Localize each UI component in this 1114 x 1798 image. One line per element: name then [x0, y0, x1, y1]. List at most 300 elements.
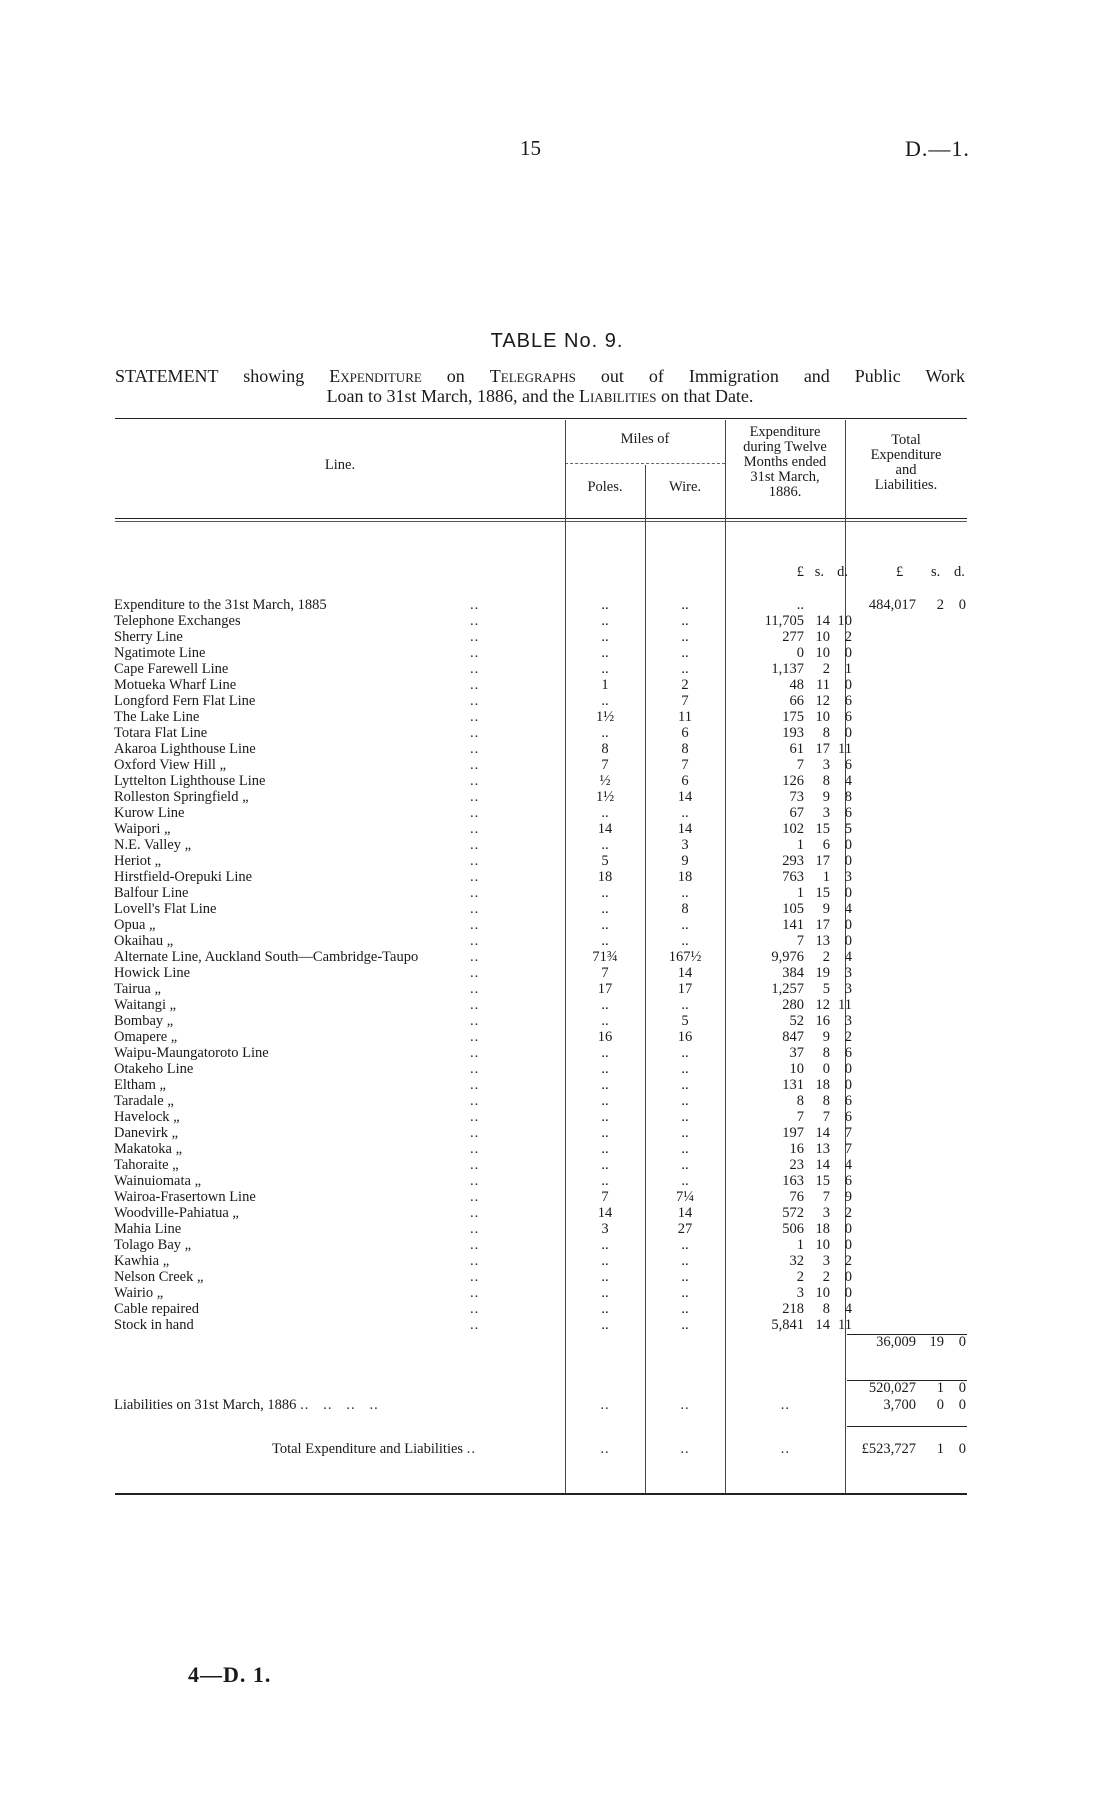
row-wire: ..	[681, 1269, 689, 1285]
row-exp-shillings: 2	[822, 661, 830, 677]
liabilities-wire: ..	[680, 1397, 690, 1413]
row-poles: ..	[601, 597, 609, 613]
leader-dots: ..	[470, 949, 480, 965]
row-poles: ..	[601, 1077, 609, 1093]
row-exp-shillings: 3	[822, 757, 830, 773]
row-wire: ..	[681, 917, 689, 933]
leader-dots: ..	[470, 1173, 480, 1189]
row-exp-pence: 0	[844, 1077, 852, 1093]
row-poles: 17	[597, 981, 613, 997]
row-exp-pence: 2	[844, 629, 852, 645]
row-exp-pence: 6	[844, 1045, 852, 1061]
row-exp-pounds: 9,976	[771, 949, 804, 965]
row-exp-shillings: 14	[815, 1125, 830, 1141]
total-shillings: 1	[936, 1441, 944, 1457]
leader-dots: ..	[470, 1061, 480, 1077]
row-wire: 9	[681, 853, 689, 869]
row-exp-pounds: 11,705	[764, 613, 804, 629]
row-exp-pounds: 572	[782, 1205, 804, 1221]
row-exp-pence: 3	[844, 981, 852, 997]
row-exp-shillings: 8	[822, 1301, 830, 1317]
row-wire: 14	[677, 1205, 693, 1221]
leader-dots: ..	[470, 837, 480, 853]
money-unit-shillings: s.	[814, 564, 824, 580]
row-exp-pounds: 1,137	[771, 661, 804, 677]
row-exp-shillings: 8	[822, 725, 830, 741]
subtotal-pounds: 36,009	[876, 1334, 916, 1350]
leader-dots: ..	[470, 965, 480, 981]
row-exp-shillings: 8	[822, 1045, 830, 1061]
row-exp-pence: 2	[844, 1253, 852, 1269]
leader-dots: ..	[470, 677, 480, 693]
row-exp-pence: 11	[838, 1317, 852, 1333]
row-poles: ..	[601, 1125, 609, 1141]
row-exp-shillings: 9	[822, 1029, 830, 1045]
row-wire: ..	[681, 885, 689, 901]
row-wire: 8	[681, 741, 689, 757]
money-unit-pound: £	[796, 564, 804, 580]
row-line-name: Taradale „	[114, 1093, 174, 1109]
row-exp-shillings: 7	[822, 1189, 830, 1205]
header-line: Line.	[324, 457, 356, 473]
leader-dots: ..	[470, 933, 480, 949]
row-line-name: Waipori „	[114, 821, 171, 837]
row-exp-shillings: 9	[822, 901, 830, 917]
row-line-name: Lovell's Flat Line	[114, 901, 217, 917]
row-poles: ..	[601, 1045, 609, 1061]
row-poles: ..	[601, 1253, 609, 1269]
row-exp-shillings: 0	[822, 1061, 830, 1077]
row-exp-shillings: 5	[822, 981, 830, 997]
grand-pounds: 520,027	[868, 1380, 916, 1396]
header-wire: Wire.	[668, 479, 702, 495]
row-line-name: Totara Flat Line	[114, 725, 208, 741]
row-exp-pence: 0	[844, 677, 852, 693]
row-exp-pence: 0	[844, 1061, 852, 1077]
row-poles: 3	[601, 1221, 609, 1237]
row-exp-shillings: 13	[815, 1141, 830, 1157]
row-exp-shillings: 8	[822, 1093, 830, 1109]
row-poles: 7	[601, 965, 609, 981]
row-poles: 5	[601, 853, 609, 869]
row-wire: ..	[681, 1109, 689, 1125]
leader-dots: ..	[470, 1013, 480, 1029]
row-wire: ..	[681, 805, 689, 821]
liabilities-pounds: 3,700	[883, 1397, 916, 1413]
row-exp-pence: 6	[844, 1093, 852, 1109]
row-exp-pence: 7	[844, 1141, 852, 1157]
row-exp-pence: 0	[844, 933, 852, 949]
row-line-name: Tairua „	[114, 981, 161, 997]
row-line-name: Telephone Exchanges	[114, 613, 241, 629]
row-line-name: Alternate Line, Auckland South—Cambridge-Taupo	[114, 949, 419, 965]
liabilities-shillings: 0	[936, 1397, 944, 1413]
row-line-name: Longford Fern Flat Line	[114, 693, 256, 709]
row-exp-pounds: 16	[789, 1141, 804, 1157]
row-line-name: Howick Line	[114, 965, 191, 981]
row-poles: 14	[597, 821, 613, 837]
row-line-name: Rolleston Springfield „	[114, 789, 249, 805]
leader-dots: ..	[470, 901, 480, 917]
row-exp-pounds: 506	[782, 1221, 804, 1237]
row-wire: 7	[681, 757, 689, 773]
total-exp: ..	[780, 1441, 790, 1457]
leader-dots: ..	[470, 1221, 480, 1237]
liabilities-pence: 0	[958, 1397, 966, 1413]
leader-dots: ..	[470, 661, 480, 677]
row-exp-pence: 2	[844, 1029, 852, 1045]
row-poles: 14	[597, 1205, 613, 1221]
row-wire: 167½	[668, 949, 702, 965]
row-exp-pounds: 5,841	[771, 1317, 804, 1333]
row-exp-pounds: ..	[796, 597, 804, 613]
total-poles: ..	[600, 1441, 610, 1457]
row-line-name: Wainuiomata „	[114, 1173, 202, 1189]
leader-dots: ..	[470, 1029, 480, 1045]
row-exp-pounds: 8	[796, 1093, 804, 1109]
row-exp-pence: 0	[844, 725, 852, 741]
row-exp-pence: 6	[844, 757, 852, 773]
row-poles: ..	[601, 933, 609, 949]
row-exp-pounds: 2	[796, 1269, 804, 1285]
row-wire: 6	[681, 725, 689, 741]
row-total-pounds: 484,017	[868, 597, 916, 613]
leader-dots: ..	[470, 645, 480, 661]
leader-dots: ..	[470, 629, 480, 645]
row-wire: ..	[681, 597, 689, 613]
row-line-name: Makatoka „	[114, 1141, 183, 1157]
leader-dots: ..	[470, 597, 480, 613]
row-line-name: Tahoraite „	[114, 1157, 179, 1173]
row-exp-shillings: 2	[822, 1269, 830, 1285]
row-line-name: Nelson Creek „	[114, 1269, 204, 1285]
subtotal-shillings: 19	[929, 1334, 944, 1350]
row-wire: ..	[681, 661, 689, 677]
row-exp-pounds: 847	[782, 1029, 804, 1045]
row-exp-pence: 3	[844, 965, 852, 981]
row-exp-shillings: 14	[815, 613, 830, 629]
row-line-name: Havelock „	[114, 1109, 180, 1125]
header-total-expenditure: Total Expenditure and Liabilities.	[870, 432, 942, 493]
money-unit-pence: d.	[837, 564, 848, 580]
row-poles: 71¾	[592, 949, 618, 965]
row-poles: ..	[601, 1237, 609, 1253]
row-exp-shillings: 6	[822, 837, 830, 853]
leader-dots: ..	[470, 981, 480, 997]
row-exp-shillings: 15	[815, 885, 830, 901]
row-line-name: Kurow Line	[114, 805, 185, 821]
row-poles: 7	[601, 1189, 609, 1205]
row-poles: ..	[601, 1317, 609, 1333]
money-unit-pence-total: d.	[954, 564, 965, 580]
total-pounds: £523,727	[861, 1441, 916, 1457]
row-line-name: Hirstfield-Orepuki Line	[114, 869, 253, 885]
row-exp-pence: 0	[844, 1269, 852, 1285]
row-exp-pounds: 1	[796, 837, 804, 853]
row-poles: ..	[601, 645, 609, 661]
leader-dots: ..	[470, 1157, 480, 1173]
row-exp-pounds: 1	[796, 885, 804, 901]
row-poles: ..	[601, 1173, 609, 1189]
row-wire: ..	[681, 1253, 689, 1269]
row-exp-pounds: 23	[789, 1157, 804, 1173]
row-wire: 7¼	[675, 1189, 695, 1205]
row-exp-shillings: 7	[822, 1109, 830, 1125]
leader-dots: ..	[470, 1237, 480, 1253]
row-line-name: Wairoa-Frasertown Line	[114, 1189, 256, 1205]
header-expenditure-12-months: Expenditure during Twelve Months ended 31st March, 1886.	[743, 424, 827, 500]
row-exp-pounds: 37	[789, 1045, 804, 1061]
row-exp-pounds: 52	[789, 1013, 804, 1029]
row-total-shillings: 2	[936, 597, 944, 613]
row-line-name: Waipu-Maungatoroto Line	[114, 1045, 269, 1061]
row-exp-pence: 7	[844, 1125, 852, 1141]
row-line-name: Motueka Wharf Line	[114, 677, 237, 693]
row-exp-pence: 6	[844, 1173, 852, 1189]
table-bottom-rule	[115, 1493, 967, 1495]
row-exp-shillings: 9	[822, 789, 830, 805]
row-exp-shillings: 3	[822, 1205, 830, 1221]
row-exp-pounds: 763	[782, 869, 804, 885]
row-exp-pence: 0	[844, 837, 852, 853]
row-exp-pence: 0	[844, 853, 852, 869]
row-exp-shillings: 3	[822, 805, 830, 821]
leader-dots: ..	[470, 997, 480, 1013]
row-exp-pounds: 67	[789, 805, 804, 821]
row-exp-pence: 4	[844, 1301, 852, 1317]
row-wire: ..	[681, 1237, 689, 1253]
row-exp-pence: 0	[844, 1237, 852, 1253]
row-exp-pounds: 218	[782, 1301, 804, 1317]
row-wire: ..	[681, 1173, 689, 1189]
header-miles-of: Miles of	[620, 431, 670, 447]
row-wire: ..	[681, 1301, 689, 1317]
row-exp-pounds: 0	[796, 645, 804, 661]
row-line-name: Danevirk „	[114, 1125, 179, 1141]
row-exp-pence: 2	[844, 1205, 852, 1221]
row-line-name: Opua „	[114, 917, 156, 933]
liabilities-poles: ..	[600, 1397, 610, 1413]
row-exp-shillings: 18	[815, 1221, 830, 1237]
row-poles: ..	[601, 629, 609, 645]
row-wire: 5	[681, 1013, 689, 1029]
row-exp-shillings: 11	[816, 677, 830, 693]
row-line-name: Okaihau „	[114, 933, 174, 949]
row-exp-pounds: 175	[782, 709, 804, 725]
row-wire: 27	[677, 1221, 693, 1237]
row-exp-shillings: 14	[815, 1157, 830, 1173]
row-exp-shillings: 12	[815, 693, 830, 709]
table-title: TABLE No. 9.	[490, 330, 624, 352]
row-line-name: Akaroa Lighthouse Line	[114, 741, 256, 757]
grand-shillings: 1	[936, 1380, 944, 1396]
row-wire: 16	[677, 1029, 693, 1045]
row-wire: 18	[677, 869, 693, 885]
row-exp-pence: 11	[838, 997, 852, 1013]
row-wire: ..	[681, 1141, 689, 1157]
row-exp-pounds: 7	[796, 933, 804, 949]
row-line-name: Expenditure to the 31st March, 1885	[114, 597, 327, 613]
row-exp-pence: 1	[844, 661, 852, 677]
row-exp-pounds: 32	[789, 1253, 804, 1269]
leader-dots: ..	[470, 1125, 480, 1141]
row-poles: 1½	[595, 709, 615, 725]
row-exp-shillings: 13	[815, 933, 830, 949]
row-wire: ..	[681, 1045, 689, 1061]
row-exp-shillings: 10	[815, 629, 830, 645]
subtotal-pence: 0	[958, 1334, 966, 1350]
row-exp-shillings: 16	[815, 1013, 830, 1029]
row-exp-shillings: 8	[822, 773, 830, 789]
row-wire: ..	[681, 1093, 689, 1109]
row-exp-pence: 8	[844, 789, 852, 805]
total-label: Total Expenditure and Liabilities ..	[272, 1441, 476, 1457]
leader-dots: ..	[470, 1285, 480, 1301]
leader-dots: ..	[470, 693, 480, 709]
row-poles: ..	[601, 1285, 609, 1301]
row-wire: 3	[681, 837, 689, 853]
total-wire: ..	[680, 1441, 690, 1457]
leader-dots: ..	[470, 1189, 480, 1205]
row-exp-pence: 0	[844, 917, 852, 933]
row-wire: 8	[681, 901, 689, 917]
row-exp-pounds: 126	[782, 773, 804, 789]
row-line-name: Eltham „	[114, 1077, 166, 1093]
leader-dots: ..	[470, 1109, 480, 1125]
row-exp-pence: 4	[844, 773, 852, 789]
row-exp-pounds: 1	[796, 1237, 804, 1253]
row-line-name: Mahia Line	[114, 1221, 182, 1237]
row-wire: ..	[681, 1061, 689, 1077]
row-exp-pence: 6	[844, 693, 852, 709]
row-line-name: Omapere „	[114, 1029, 178, 1045]
row-exp-shillings: 19	[815, 965, 830, 981]
row-wire: ..	[681, 1285, 689, 1301]
leader-dots: ..	[470, 821, 480, 837]
row-exp-shillings: 10	[815, 645, 830, 661]
money-unit-pound-total: £	[896, 564, 904, 580]
row-poles: ..	[601, 725, 609, 741]
row-exp-pence: 4	[844, 949, 852, 965]
leader-dots: ..	[470, 613, 480, 629]
row-exp-shillings: 10	[815, 709, 830, 725]
leader-dots: ..	[470, 1045, 480, 1061]
row-exp-shillings: 18	[815, 1077, 830, 1093]
row-poles: ..	[601, 1269, 609, 1285]
leader-dots: ..	[470, 1093, 480, 1109]
row-line-name: Cable repaired	[114, 1301, 199, 1317]
leader-dots: ..	[470, 1253, 480, 1269]
row-exp-pence: 5	[844, 821, 852, 837]
leader-dots: ..	[470, 1205, 480, 1221]
row-line-name: N.E. Valley „	[114, 837, 192, 853]
row-exp-pence: 0	[844, 885, 852, 901]
leader-dots: ..	[470, 709, 480, 725]
row-wire: ..	[681, 629, 689, 645]
page-number: 15	[520, 136, 541, 160]
row-wire: 14	[677, 821, 693, 837]
row-exp-shillings: 17	[815, 917, 830, 933]
row-line-name: Tolago Bay „	[114, 1237, 192, 1253]
row-wire: 6	[681, 773, 689, 789]
header-poles: Poles.	[587, 479, 623, 495]
leader-dots: ..	[470, 773, 480, 789]
row-exp-pounds: 277	[782, 629, 804, 645]
row-poles: ½	[599, 773, 611, 789]
row-poles: 18	[597, 869, 613, 885]
row-exp-pounds: 384	[782, 965, 804, 981]
row-exp-pounds: 131	[782, 1077, 804, 1093]
grand-pence: 0	[958, 1380, 966, 1396]
row-line-name: Woodville-Pahiatua „	[114, 1205, 239, 1221]
miles-of-divider	[565, 463, 725, 464]
row-exp-pounds: 61	[789, 741, 804, 757]
row-poles: ..	[601, 1301, 609, 1317]
row-exp-pounds: 1,257	[771, 981, 804, 997]
leader-dots: ..	[470, 1301, 480, 1317]
header-bottom-rule	[115, 518, 967, 519]
header-bottom-rule-2	[115, 521, 967, 522]
row-exp-shillings: 10	[815, 1237, 830, 1253]
row-wire: ..	[681, 1125, 689, 1141]
row-exp-shillings: 17	[815, 853, 830, 869]
row-exp-shillings: 10	[815, 1285, 830, 1301]
row-exp-pence: 4	[844, 901, 852, 917]
row-poles: ..	[601, 997, 609, 1013]
row-poles: ..	[601, 613, 609, 629]
row-wire: ..	[681, 1077, 689, 1093]
row-exp-pounds: 66	[789, 693, 804, 709]
row-poles: 1½	[595, 789, 615, 805]
row-poles: 8	[601, 741, 609, 757]
leader-dots: ..	[470, 757, 480, 773]
row-wire: ..	[681, 1317, 689, 1333]
row-exp-pence: 6	[844, 709, 852, 725]
row-exp-pounds: 163	[782, 1173, 804, 1189]
row-wire: ..	[681, 933, 689, 949]
row-poles: 7	[601, 757, 609, 773]
leader-dots: ..	[470, 1141, 480, 1157]
row-poles: 1	[601, 677, 609, 693]
row-exp-pounds: 76	[789, 1189, 804, 1205]
row-poles: ..	[601, 661, 609, 677]
row-exp-pounds: 102	[782, 821, 804, 837]
leader-dots: ..	[470, 725, 480, 741]
row-exp-shillings: 1	[822, 869, 830, 885]
row-line-name: Balfour Line	[114, 885, 189, 901]
row-poles: ..	[601, 805, 609, 821]
row-poles: ..	[601, 917, 609, 933]
row-exp-shillings: 15	[815, 1173, 830, 1189]
leader-dots: ..	[470, 885, 480, 901]
row-exp-shillings: 3	[822, 1253, 830, 1269]
leader-dots: ..	[470, 1077, 480, 1093]
row-poles: ..	[601, 1109, 609, 1125]
row-exp-pounds: 3	[796, 1285, 804, 1301]
row-exp-pence: 0	[844, 1221, 852, 1237]
row-exp-pence: 3	[844, 869, 852, 885]
row-line-name: Wairio „	[114, 1285, 164, 1301]
row-line-name: Sherry Line	[114, 629, 183, 645]
row-exp-pence: 11	[838, 741, 852, 757]
row-exp-pence: 4	[844, 1157, 852, 1173]
row-wire: 11	[678, 709, 692, 725]
footer-signature: 4—D. 1.	[188, 1662, 272, 1687]
row-exp-pounds: 7	[796, 1109, 804, 1125]
row-exp-pounds: 10	[789, 1061, 804, 1077]
row-line-name: Cape Farewell Line	[114, 661, 229, 677]
statement-heading: STATEMENT showing Expenditure on Telegraphs out of Immigration and Public Work Loan to 31st March, 1886, and the Liabilities on that Date.	[115, 366, 965, 406]
